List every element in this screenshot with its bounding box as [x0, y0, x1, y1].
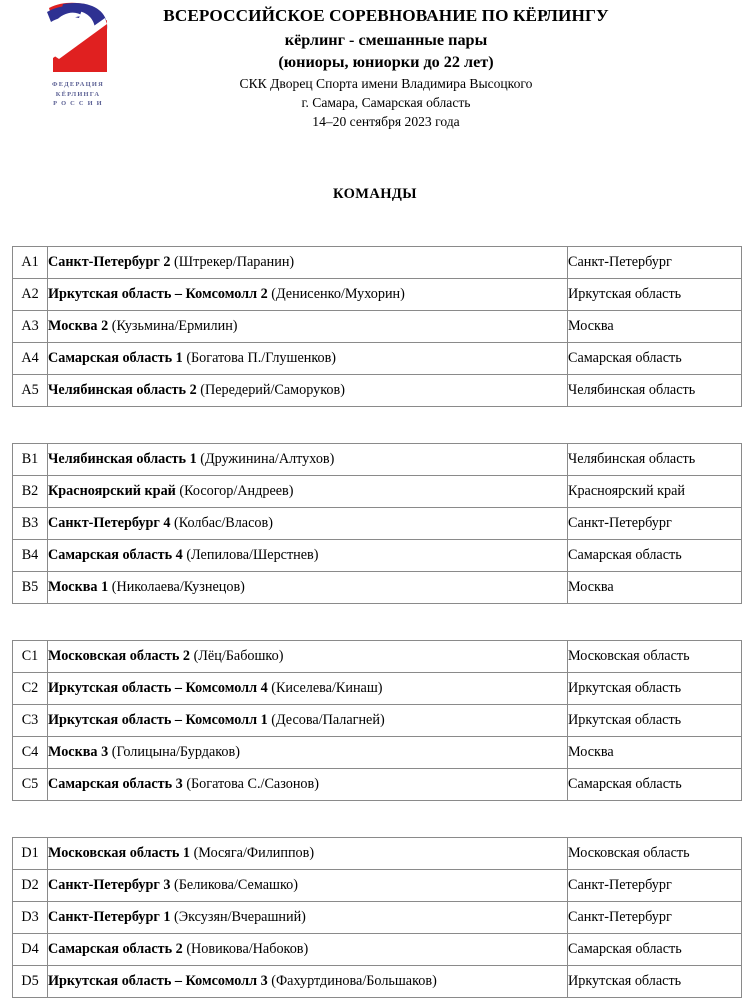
- team-region-cell: Иркутская область: [568, 705, 742, 737]
- document-header: [0, 0, 750, 140]
- table-row: [13, 279, 742, 311]
- team-region-cell: Москва: [568, 737, 742, 769]
- team-region-cell: Самарская область: [568, 343, 742, 375]
- table-row: [13, 444, 742, 476]
- team-code-cell: B3: [13, 508, 48, 540]
- team-players: (Денисенко/Мухорин): [271, 286, 405, 302]
- team-name-cell: [48, 769, 568, 801]
- team-name: Челябинская область 2: [48, 382, 197, 398]
- team-code-cell: C5: [13, 769, 48, 801]
- team-name: Санкт-Петербург 1: [48, 909, 171, 925]
- dates-text: 14–20 сентября 2023 года: [312, 114, 460, 129]
- team-name: Санкт-Петербург 2: [48, 254, 171, 270]
- team-players: (Кузьмина/Ермилин): [111, 318, 238, 334]
- team-players: (Десова/Палагней): [271, 712, 385, 728]
- discipline-title: кёрлинг - смешанные пары: [284, 31, 488, 49]
- table-row: [13, 343, 742, 375]
- team-region-cell: Челябинская область: [568, 444, 742, 476]
- team-code-cell: B1: [13, 444, 48, 476]
- team-name-cell: [48, 966, 568, 998]
- team-name-cell: [48, 343, 568, 375]
- section-title-teams: КОМАНДЫ: [333, 186, 417, 202]
- table-row: [13, 902, 742, 934]
- logo-svg: [39, 2, 117, 76]
- group-table-a: [12, 246, 742, 407]
- team-players: (Новикова/Набоков): [186, 941, 309, 957]
- team-region-cell: Самарская область: [568, 934, 742, 966]
- table-row: [13, 705, 742, 737]
- table-row: [13, 247, 742, 279]
- team-name-cell: [48, 476, 568, 508]
- team-name-cell: [48, 540, 568, 572]
- team-name: Московская область 2: [48, 648, 191, 664]
- team-region-cell: Москва: [568, 572, 742, 604]
- table-row: [13, 870, 742, 902]
- team-name-cell: [48, 870, 568, 902]
- team-players: (Николаева/Кузнецов): [111, 579, 245, 595]
- team-code-cell: A5: [13, 375, 48, 407]
- team-players: (Лёц/Бабошко): [193, 648, 284, 664]
- venue-text: СКК Дворец Спорта имени Владимира Высоцкого: [239, 76, 533, 91]
- team-players: (Дружинина/Алтухов): [200, 451, 335, 467]
- team-region-cell: Санкт-Петербург: [568, 870, 742, 902]
- team-name-cell: [48, 279, 568, 311]
- team-name: Самарская область 2: [48, 941, 183, 957]
- team-code-cell: A3: [13, 311, 48, 343]
- team-name-cell: [48, 838, 568, 870]
- team-name: Санкт-Петербург 3: [48, 877, 171, 893]
- team-region-cell: Санкт-Петербург: [568, 508, 742, 540]
- team-players: (Мосяга/Филиппов): [193, 845, 315, 861]
- logo-caption-line-2: КЁРЛИНГА: [55, 90, 101, 98]
- team-region-cell: Самарская область: [568, 540, 742, 572]
- curling-federation-emblem-icon: [39, 2, 117, 76]
- table-row: [13, 540, 742, 572]
- table-row: [13, 641, 742, 673]
- team-name: Московская область 1: [48, 845, 191, 861]
- team-name: Самарская область 1: [48, 350, 183, 366]
- team-region-cell: Москва: [568, 311, 742, 343]
- team-name: Санкт-Петербург 4: [48, 515, 171, 531]
- team-name-cell: [48, 572, 568, 604]
- competition-title: ВСЕРОССИЙСКОЕ СОРЕВНОВАНИЕ ПО КЁРЛИНГУ: [163, 6, 609, 25]
- team-region-cell: Московская область: [568, 641, 742, 673]
- team-name: Самарская область 4: [48, 547, 183, 563]
- team-region-cell: Красноярский край: [568, 476, 742, 508]
- table-row: [13, 476, 742, 508]
- table-row: [13, 769, 742, 801]
- age-category-title: (юниоры, юниорки до 22 лет): [278, 53, 494, 71]
- team-code-cell: C4: [13, 737, 48, 769]
- team-name-cell: [48, 934, 568, 966]
- team-name: Иркутская область – Комсомолл 4: [48, 680, 268, 696]
- team-players: (Штрекер/Паранин): [174, 254, 295, 270]
- team-name-cell: [48, 311, 568, 343]
- team-name: Челябинская область 1: [48, 451, 197, 467]
- team-code-cell: C2: [13, 673, 48, 705]
- team-name: Красноярский край: [48, 483, 176, 499]
- team-name-cell: [48, 247, 568, 279]
- team-name-cell: [48, 444, 568, 476]
- team-players: (Лепилова/Шерстнев): [186, 547, 319, 563]
- team-code-cell: A1: [13, 247, 48, 279]
- team-players: (Эксузян/Вчерашний): [174, 909, 306, 925]
- table-row: [13, 375, 742, 407]
- team-region-cell: Московская область: [568, 838, 742, 870]
- team-code-cell: B5: [13, 572, 48, 604]
- team-code-cell: A4: [13, 343, 48, 375]
- team-name-cell: [48, 641, 568, 673]
- team-region-cell: Челябинская область: [568, 375, 742, 407]
- team-name: Москва 2: [48, 318, 109, 334]
- team-name: Иркутская область – Комсомолл 3: [48, 973, 268, 989]
- table-row: [13, 966, 742, 998]
- team-code-cell: D3: [13, 902, 48, 934]
- team-name-cell: [48, 375, 568, 407]
- table-row: [13, 508, 742, 540]
- team-code-cell: C1: [13, 641, 48, 673]
- federation-logo: [36, 2, 120, 118]
- team-players: (Богатова П./Глушенков): [186, 350, 337, 366]
- team-region-cell: Иркутская область: [568, 279, 742, 311]
- team-players: (Богатова С./Сазонов): [186, 776, 319, 792]
- team-code-cell: D1: [13, 838, 48, 870]
- team-name-cell: [48, 508, 568, 540]
- team-code-cell: C3: [13, 705, 48, 737]
- team-name-cell: [48, 737, 568, 769]
- team-players: (Косогор/Андреев): [179, 483, 294, 499]
- table-row: [13, 311, 742, 343]
- team-region-cell: Самарская область: [568, 769, 742, 801]
- table-row: [13, 838, 742, 870]
- team-code-cell: B4: [13, 540, 48, 572]
- team-players: (Передерий/Саморуков): [200, 382, 345, 398]
- teams-tables: [0, 246, 750, 998]
- team-region-cell: Иркутская область: [568, 966, 742, 998]
- team-name: Москва 3: [48, 744, 109, 760]
- team-name: Иркутская область – Комсомолл 2: [48, 286, 268, 302]
- team-name: Самарская область 3: [48, 776, 183, 792]
- team-region-cell: Иркутская область: [568, 673, 742, 705]
- table-row: [13, 737, 742, 769]
- team-players: (Голицына/Бурдаков): [111, 744, 240, 760]
- team-region-cell: Санкт-Петербург: [568, 902, 742, 934]
- team-name: Иркутская область – Комсомолл 1: [48, 712, 268, 728]
- team-code-cell: D2: [13, 870, 48, 902]
- group-table-d: [12, 837, 742, 998]
- table-row: [13, 572, 742, 604]
- logo-caption: [36, 80, 120, 109]
- team-players: (Беликова/Семашко): [174, 877, 298, 893]
- logo-caption-line-3: Р О С С И И: [53, 100, 103, 108]
- team-region-cell: Санкт-Петербург: [568, 247, 742, 279]
- team-name-cell: [48, 673, 568, 705]
- team-players: (Киселева/Кинаш): [271, 680, 383, 696]
- city-text: г. Самара, Самарская область: [301, 95, 471, 110]
- team-name-cell: [48, 705, 568, 737]
- team-code-cell: D4: [13, 934, 48, 966]
- team-players: (Колбас/Власов): [174, 515, 273, 531]
- team-name-cell: [48, 902, 568, 934]
- table-row: [13, 934, 742, 966]
- team-code-cell: B2: [13, 476, 48, 508]
- team-name: Москва 1: [48, 579, 109, 595]
- logo-caption-line-1: ФЕДЕРАЦИЯ: [52, 81, 104, 88]
- team-players: (Фахуртдинова/Большаков): [271, 973, 437, 989]
- table-row: [13, 673, 742, 705]
- team-code-cell: D5: [13, 966, 48, 998]
- group-table-c: [12, 640, 742, 801]
- team-code-cell: A2: [13, 279, 48, 311]
- group-table-b: [12, 443, 742, 604]
